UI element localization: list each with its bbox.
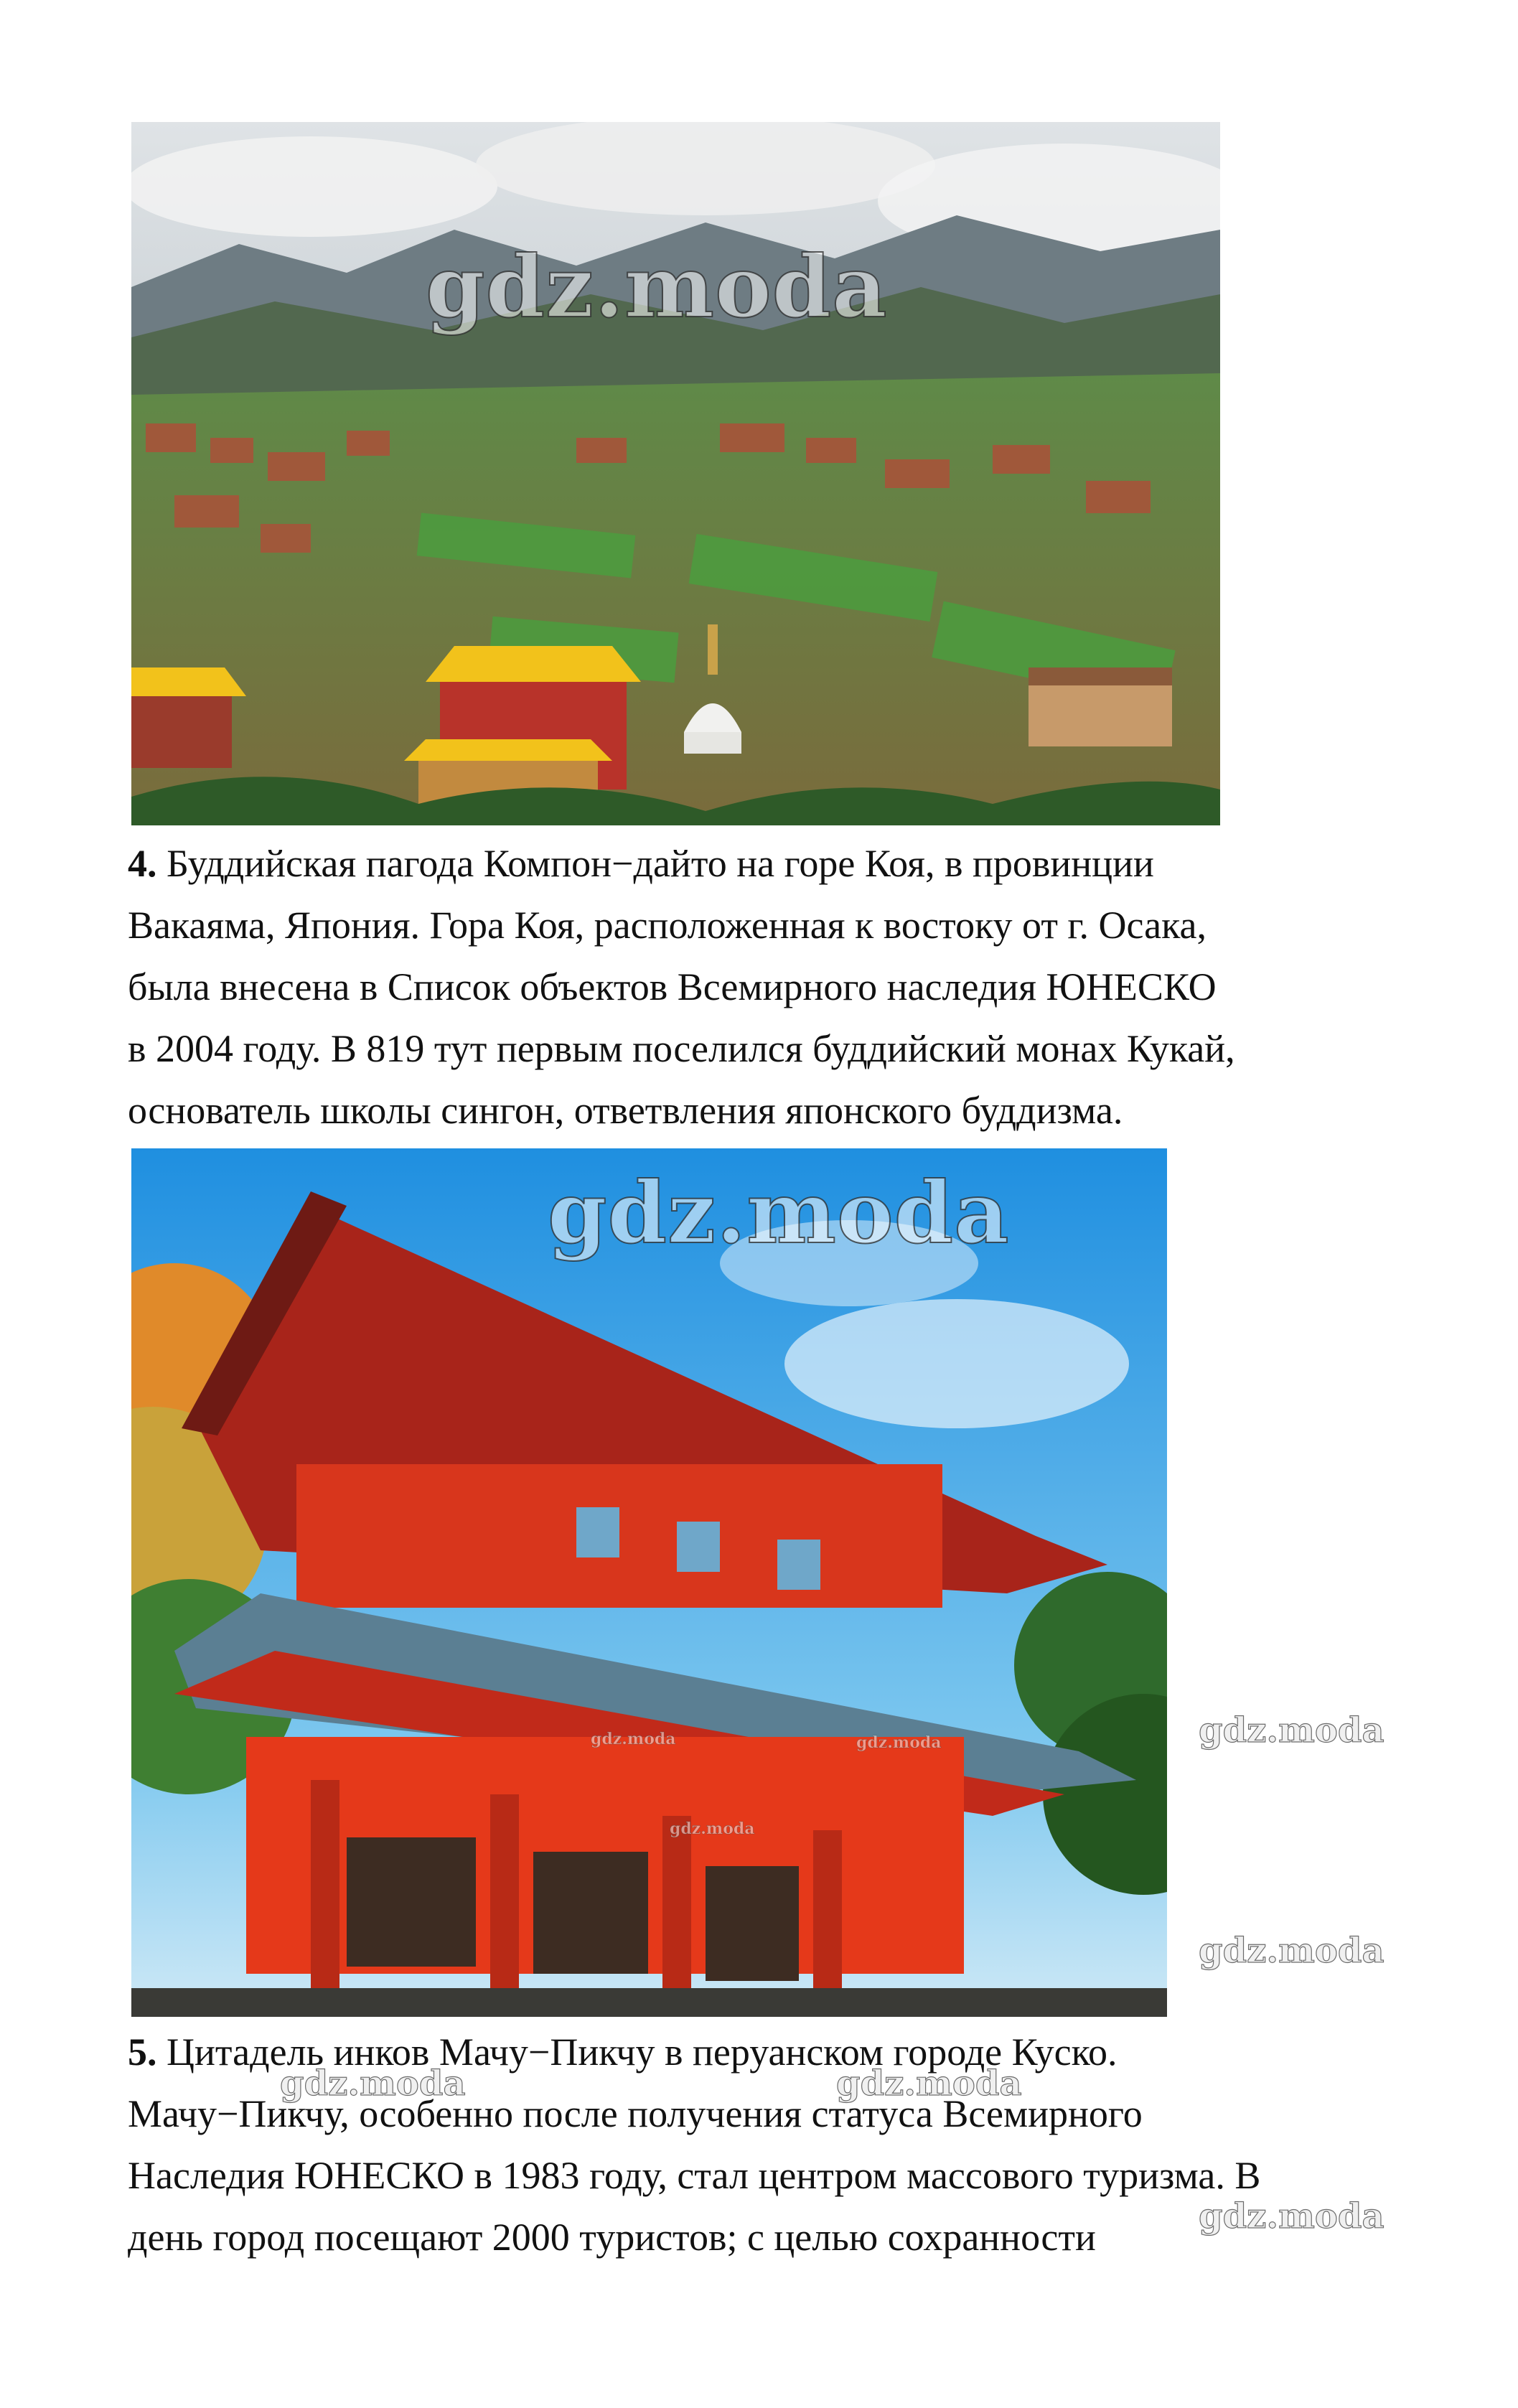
item-4-text [128,833,1420,1141]
item-4-number: 4. [128,842,157,885]
watermark: gdz.moda [548,1163,1010,1262]
item-4-line-4: в 2004 году. В 819 тут первым поселился буддийский монах Кукай, [128,1027,1235,1070]
watermark: gdz.moda [670,1819,755,1838]
red-pagoda-photo [131,1148,1167,2017]
item-4-line-1: 4. Буддийская пагода Компон−дайто на горе Коя, в провинции [128,842,1154,885]
watermark: gdz.moda [280,2063,466,2104]
watermark: gdz.moda [426,237,888,337]
item-4-line-3: была внесена в Список объектов Всемирного наследия ЮНЕСКО [128,965,1217,1008]
item-5-line-1: 5. Цитадель инков Мачу−Пикчу в перуанском городе Куско. [128,2030,1118,2074]
watermark: gdz.moda [836,2063,1022,2104]
watermark: gdz.moda [1199,2196,1385,2236]
item-5-text [128,2021,1420,2268]
item-5-number: 5. [128,2030,157,2074]
watermark: gdz.moda [591,1730,676,1748]
item-5-line-3: Наследия ЮНЕСКО в 1983 году, стал центром массового туризма. В [128,2154,1261,2197]
item-4-line-5: основатель школы сингон, ответвления японского буддизма. [128,1089,1123,1132]
valley-monastery-photo [131,122,1220,825]
item-4-line-2: Вакаяма, Япония. Гора Коя, расположенная к востоку от г. Осака, [128,904,1207,947]
watermark: gdz.moda [856,1733,942,1752]
item-5-line-2: Мачу−Пикчу, особенно после получения статуса Всемирного [128,2092,1143,2135]
item-5-line-4: день город посещают 2000 туристов; с целью сохранности [128,2216,1096,2259]
watermark: gdz.moda [1199,1931,1385,1971]
watermark: gdz.moda [1199,1710,1385,1751]
